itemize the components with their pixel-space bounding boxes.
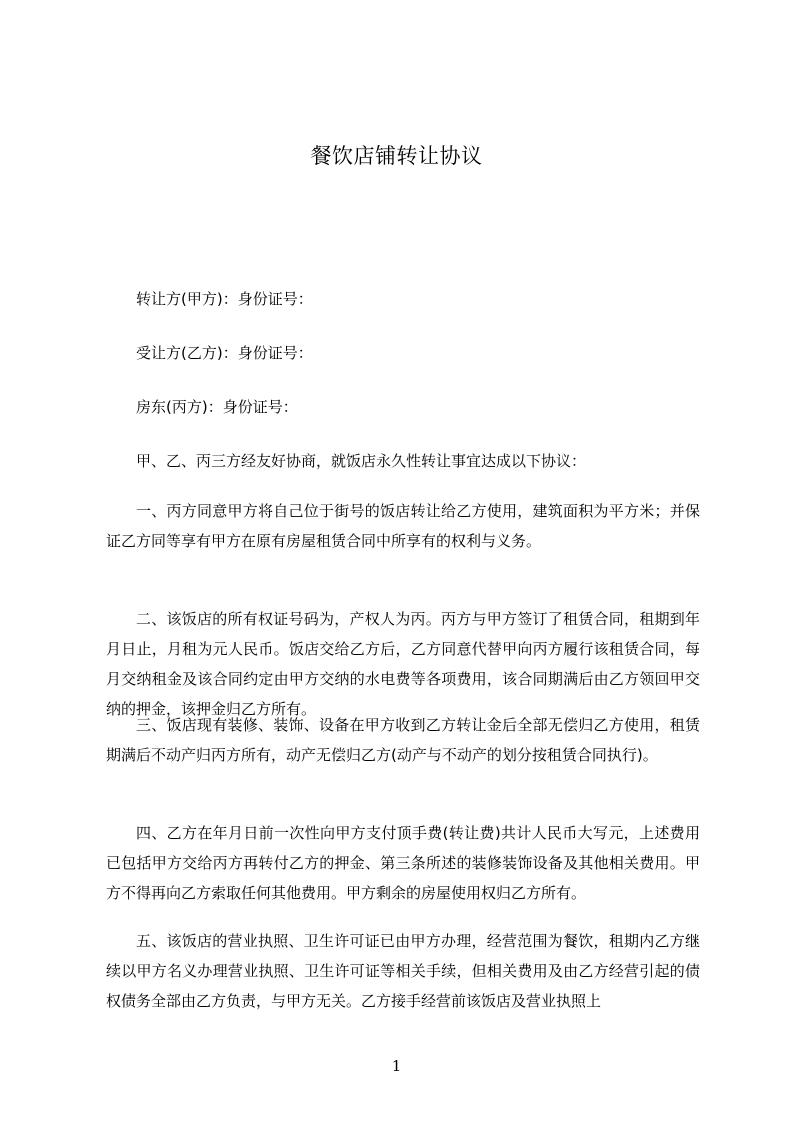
party-transferee: 受让方(乙方)：身份证号： <box>136 344 313 362</box>
party-transferor: 转让方(甲方)：身份证号： <box>136 290 313 308</box>
clause-2: 二、该饭店的所有权证号码为，产权人为丙。丙方与甲方签订了租赁合同，租期到年月日止，月租为元人民币。饭店交给乙方后，乙方同意代替甲向丙方履行该租赁合同，每月交纳租金及该合同约定由甲方交纳的水电费等各项费用，该合同期满后由乙方领回甲交纳的押金，该押金归乙方所有。 <box>106 610 700 718</box>
document-title: 餐饮店铺转让协议 <box>310 144 483 168</box>
party-landlord: 房东(丙方)：身份证号： <box>136 398 298 416</box>
clause-1: 一、丙方同意甲方将自己位于街号的饭店转让给乙方使用，建筑面积为平方米；并保证乙方同等享有甲方在原有房屋租赁合同中所享有的权利与义务。 <box>106 502 700 550</box>
clause-3: 三、饭店现有装修、装饰、设备在甲方收到乙方转让金后全部无偿归乙方使用，租赁期满后不动产归丙方所有，动产无偿归乙方(动产与不动产的划分按租赁合同执行)。 <box>106 716 700 764</box>
agreement-intro: 甲、乙、丙三方经友好协商，就饭店永久性转让事宜达成以下协议： <box>136 452 587 470</box>
clause-5: 五、该饭店的营业执照、卫生许可证已由甲方办理，经营范围为餐饮，租期内乙方继续以甲方名义办理营业执照、卫生许可证等相关手续，但相关费用及由乙方经营引起的债权债务全部由乙方负责，与甲方无关。乙方接手经营前该饭店及营业执照上 <box>106 932 700 1010</box>
page-number: 1 <box>391 1057 402 1075</box>
clause-4: 四、乙方在年月日前一次性向甲方支付顶手费(转让费)共计人民币大写元，上述费用已包括甲方交给丙方再转付乙方的押金、第三条所述的装修装饰设备及其他相关费用。甲方不得再向乙方索取任何其他费用。甲方剩余的房屋使用权归乙方所有。 <box>106 824 700 902</box>
